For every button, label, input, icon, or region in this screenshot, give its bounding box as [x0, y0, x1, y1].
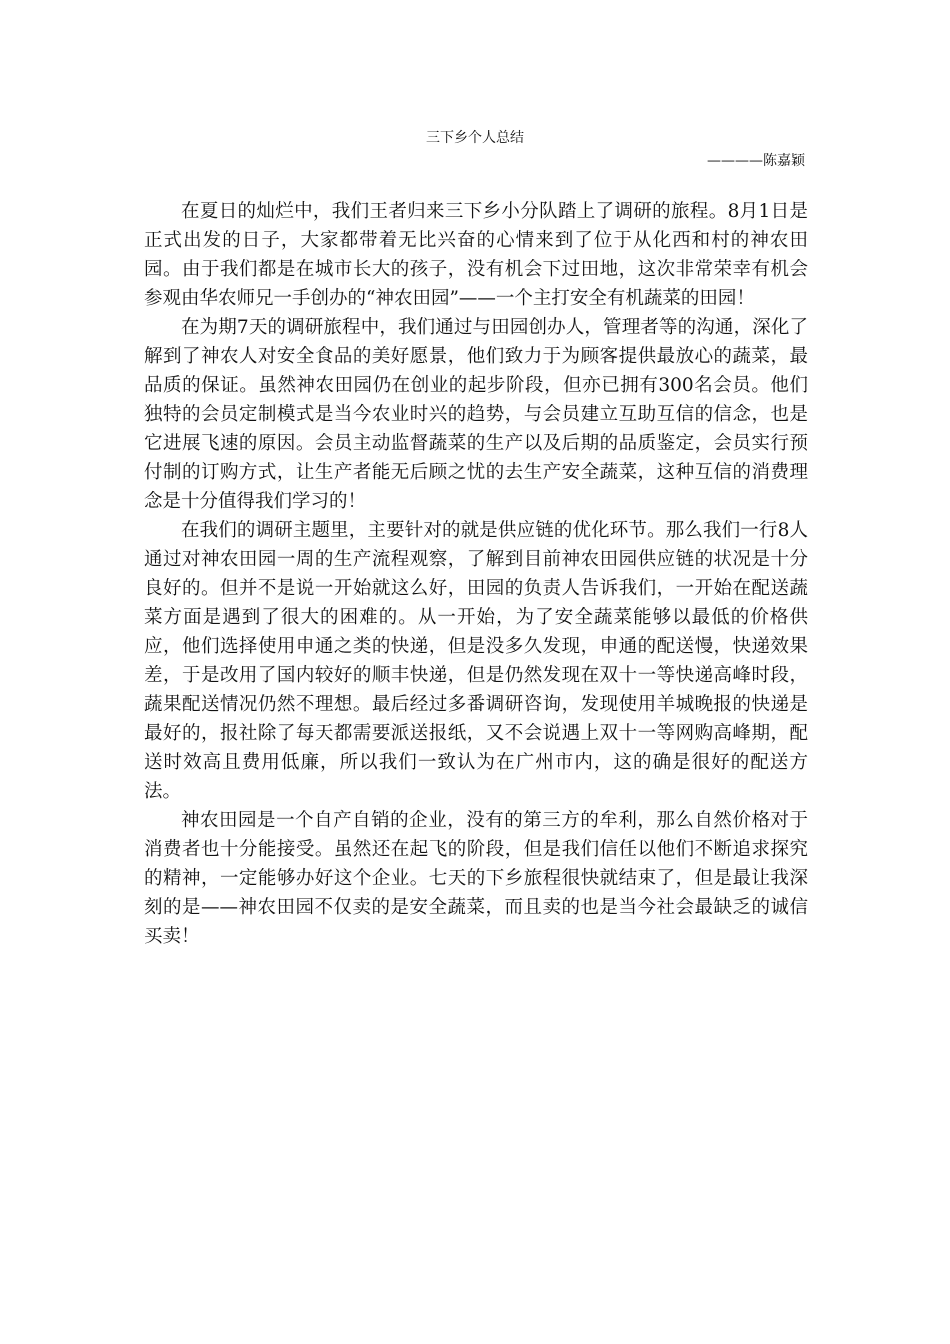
document-body [144, 197, 808, 951]
document-author: ————陈嘉颖 [707, 153, 805, 169]
paragraph-1: 在夏日的灿烂中，我们王者归来三下乡小分队踏上了调研的旅程。8月1日是正式出发的日子，大家都带着无比兴奋的心情来到了位于从化西和村的神农田园。由于我们都是在城市长大的孩子，没有机会下过田地，这次非常荣幸有机会参观由华农师兄一手创办的“神农田园”——一个主打安全有机蔬菜的田园！ [144, 201, 808, 309]
paragraph-3: 在我们的调研主题里，主要针对的就是供应链的优化环节。那么我们一行8人通过对神农田园一周的生产流程观察，了解到目前神农田园供应链的状况是十分良好的。但并不是说一开始就这么好，田园的负责人告诉我们，一开始在配送蔬菜方面是遇到了很大的困难的。从一开始，为了安全蔬菜能够以最低的价格供应，他们选择使用申通之类的快递，但是没多久发现，申通的配送慢，快递效果差，于是改用了国内较好的顺丰快递，但是仍然发现在双十一等快递高峰时段，蔬果配送情况仍然不理想。最后经过多番调研咨询，发现使用羊城晚报的快递是最好的，报社除了每天都需要派送报纸，又不会说遇上双十一等网购高峰期，配送时效高且费用低廉，所以我们一致认为在广州市内，这的确是很好的配送方法。 [144, 520, 808, 802]
document-title: 三下乡个人总结 [426, 130, 524, 146]
paragraph-2: 在为期7天的调研旅程中，我们通过与田园创办人，管理者等的沟通，深化了解到了神农人对安全食品的美好愿景，他们致力于为顾客提供最放心的蔬菜，最品质的保证。虽然神农田园仍在创业的起步阶段，但亦已拥有300名会员。他们独特的会员定制模式是当今农业时兴的趋势，与会员建立互助互信的信念，也是它进展飞速的原因。会员主动监督蔬菜的生产以及后期的品质鉴定，会员实行预付制的订购方式，让生产者能无后顾之忧的去生产安全蔬菜，这种互信的消费理念是十分值得我们学习的！ [144, 317, 808, 512]
paragraph-4: 神农田园是一个自产自销的企业，没有的第三方的牟利，那么自然价格对于消费者也十分能接受。虽然还在起飞的阶段，但是我们信任以他们不断追求探究的精神，一定能够办好这个企业。七天的下乡旅程很快就结束了，但是最让我深刻的是——神农田园不仅卖的是安全蔬菜，而且卖的也是当今社会最缺乏的诚信买卖！ [144, 810, 808, 947]
